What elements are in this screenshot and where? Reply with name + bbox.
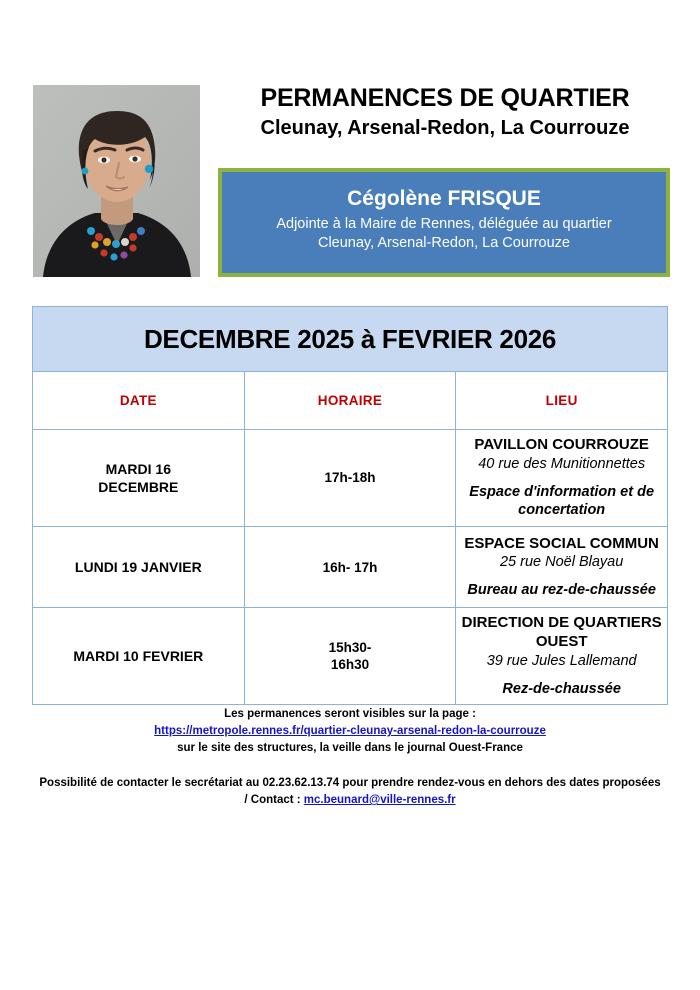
banner-role-line2: Cleunay, Arsenal-Redon, La Courrouze [317,235,570,252]
footer-contact-block [0,775,700,809]
place-note: Espace d'information et de concertation [469,483,655,519]
place-note: Bureau au rez-de-chaussée [467,582,656,599]
table-row [33,430,668,527]
footer-line-3: sur le site des structures, la veille dans le journal Ouest-France [177,742,523,755]
column-header-lieu: LIEU [456,372,668,430]
date-line-2: DECEMBRE [98,479,179,496]
date-line-1: MARDI 16 [105,460,171,477]
metropole-rennes-link[interactable]: https://metropole.rennes.fr/quartier-cleunay-arsenal-redon-la-courrouze [154,725,546,738]
table-period-row [33,307,668,372]
place-name: ESPACE SOCIAL COMMUN [464,534,659,552]
cell-date [33,527,245,608]
time-value: 16h- 17h [322,559,378,575]
place-address: 40 rue des Munitionnettes [478,455,646,472]
footer-contact-line: Possibilité de contacter le secrétariat au 02.23.62.13.74 pour prendre rendez-vous en dehors des dates proposées [39,777,661,790]
contact-prefix: / Contact : [244,794,304,807]
cell-time [244,608,456,705]
page-title [210,84,680,141]
place-note: Rez-de-chaussée [502,680,621,697]
time-line-1: 15h30- [328,639,372,655]
place-name: DIRECTION DE QUARTIERS OUEST [461,614,662,651]
column-header-date: DATE [33,372,245,430]
schedule-table [32,306,668,705]
table-row [33,608,668,705]
cell-place [456,608,668,705]
date-line-1: LUNDI 19 JANVIER [74,559,202,576]
date-line-1: MARDI 10 FEVRIER [73,648,204,665]
period-title: DECEMBRE 2025 à FEVRIER 2026 [33,307,668,372]
cell-date [33,608,245,705]
footer-spacer [0,757,700,775]
page-footer [0,706,700,809]
page-header [0,0,700,285]
banner-role-line1: Adjointe à la Maire de Rennes, déléguée au quartier [276,216,612,233]
time-line-2: 16h30 [330,657,370,673]
column-header-horaire: HORAIRE [244,372,456,430]
place-address: 25 rue Noël Blayau [499,554,624,571]
footer-web-block [0,706,700,757]
cell-time [244,430,456,527]
table-header-row [33,372,668,430]
table-row [33,527,668,608]
place-address: 39 rue Jules Lallemand [486,652,637,669]
contact-email-link[interactable]: mc.beunard@ville-rennes.fr [303,794,456,807]
footer-line-1: Les permanences seront visibles sur la page : [224,708,476,720]
cell-time [244,527,456,608]
cell-place [456,430,668,527]
time-value: 17h-18h [324,470,376,486]
portrait-photo [33,85,200,277]
place-name: PAVILLON COURROUZE [474,436,649,453]
name-banner [218,168,670,277]
cell-place [456,527,668,608]
footer-email-line [0,792,700,809]
banner-person-name: Cégolène FRISQUE [347,187,541,210]
title-subtitle: Cleunay, Arsenal-Redon, La Courrouze [260,116,630,139]
title-main: PERMANENCES DE QUARTIER [260,84,630,112]
cell-date [33,430,245,527]
